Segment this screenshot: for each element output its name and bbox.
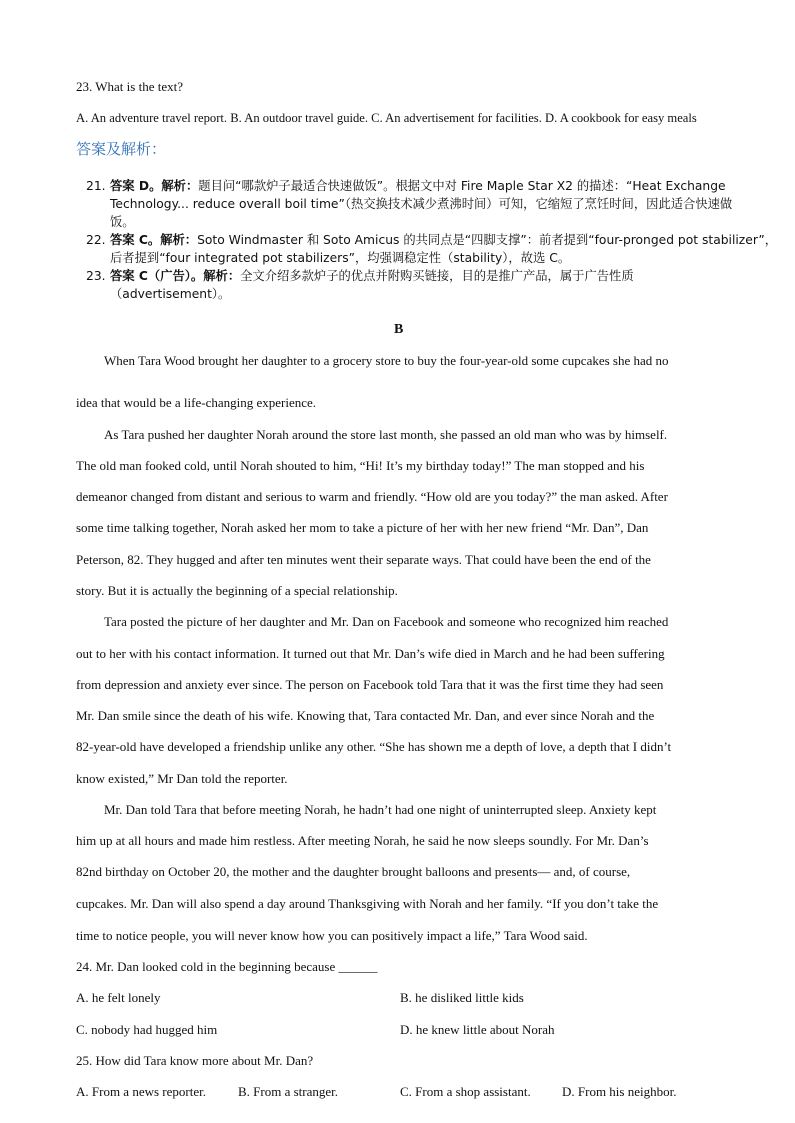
q24-option-c: C. nobody had hugged him <box>76 1022 218 1037</box>
passage-line: time to notice people, you will never know how you can positively impact a life,” Tara Wood said. <box>76 928 588 943</box>
q24-option-b: B. he disliked little kids <box>400 990 524 1005</box>
answer-22 <box>86 231 777 249</box>
answer-22-line2: 后者提到“four integrated pot stabilizers”，均强调稳定性（stability），故选 C。 <box>110 251 571 265</box>
q23-options: A. An adventure travel report. B. An outdoor travel guide. C. An advertisement for facilities. D. A cookbook for easy meals <box>76 111 697 125</box>
answer-21 <box>86 177 726 195</box>
passage-line: Tara posted the picture of her daughter and Mr. Dan on Facebook and someone who recognized him reached <box>104 614 669 629</box>
passage-line: from depression and anxiety ever since. The person on Facebook told Tara that it was the first time they had seen <box>76 677 664 692</box>
q24-question: 24. Mr. Dan looked cold in the beginning because ______ <box>76 959 378 974</box>
q25-option-c: C. From a shop assistant. <box>400 1084 531 1099</box>
answers-heading: 答案及解析： <box>76 140 167 158</box>
passage-line: 82nd birthday on October 20, the mother and the daughter brought balloons and presents— and, of course, <box>76 864 631 879</box>
q25-option-a: A. From a news reporter. <box>76 1084 206 1099</box>
passage-line: 82-year-old have developed a friendship unlike any other. “She has shown me a depth of love, a depth that I didn’t <box>76 739 672 754</box>
passage-line: him up at all hours and made him restless. After meeting Norah, he said he now sleeps soundly. For Mr. Dan’s <box>76 833 649 848</box>
section-label: B <box>394 322 404 337</box>
answer-key: 答案 D。解析： <box>110 179 199 193</box>
q24-option-a: A. he felt lonely <box>76 990 161 1005</box>
answer-number: 23. <box>86 269 106 283</box>
passage-line: know existed,” Mr Dan told the reporter. <box>76 771 288 786</box>
answer-key: 答案 C。解析： <box>110 233 198 247</box>
answer-23 <box>86 267 634 285</box>
q25-option-b: B. From a stranger. <box>238 1084 339 1099</box>
answer-key: 答案 C（广告）。解析： <box>110 269 241 283</box>
q24-option-d: D. he knew little about Norah <box>400 1022 555 1037</box>
passage-line: The old man fooked cold, until Norah shouted to him, “Hi! It’s my birthday today!” The man stopped and his <box>76 458 645 473</box>
passage-line: idea that would be a life-changing experience. <box>76 395 317 410</box>
passage-line: Mr. Dan told Tara that before meeting Norah, he hadn’t had one night of uninterrupted sleep. Anxiety kept <box>104 802 657 817</box>
answer-21-line3: 饭。 <box>110 215 135 229</box>
passage-line: Peterson, 82. They hugged and after ten minutes went their separate ways. That could have been the end of the <box>76 552 651 567</box>
passage-line: cupcakes. Mr. Dan will also spend a day around Thanksgiving with Norah and her family. “If you don’t take the <box>76 896 659 911</box>
passage-line: As Tara pushed her daughter Norah around the store last month, she passed an old man who was by himself. <box>104 427 668 442</box>
answer-number: 22. <box>86 233 106 247</box>
q23-question: 23. What is the text? <box>76 79 183 94</box>
passage-line: Mr. Dan smile since the death of his wife. Knowing that, Tara contacted Mr. Dan, and ever since Norah and the <box>76 708 655 723</box>
q25-question: 25. How did Tara know more about Mr. Dan? <box>76 1053 314 1068</box>
q25-option-d: D. From his neighbor. <box>562 1084 677 1099</box>
passage-line: some time talking together, Norah asked her mom to take a picture of her with her new friend “Mr. Dan”, Dan <box>76 520 649 535</box>
passage-line: demeanor changed from distant and serious to warm and friendly. “How old are you today?” the man asked. After <box>76 489 668 504</box>
passage-line: story. But it is actually the beginning of a special relationship. <box>76 583 398 598</box>
answer-text: 全文介绍多款炉子的优点并附购买链接，目的是推广产品，属于广告性质 <box>240 269 634 283</box>
answer-21-line2: Technology... reduce overall boil time”（热交换技术减少煮沸时间）可知，它缩短了烹饪时间，因此适合快速做 <box>110 197 733 211</box>
passage-line: out to her with his contact information. It turned out that Mr. Dan’s wife died in March and he had been suffering <box>76 646 665 661</box>
answer-number: 21. <box>86 179 106 193</box>
answer-text: 题目问“哪款炉子最适合快速做饭”。根据文中对 Fire Maple Star X2 的描述：“Heat Exchange <box>198 179 726 193</box>
answer-text: Soto Windmaster 和 Soto Amicus 的共同点是“四脚支撑”：前者提到“four-pronged pot stabilizer”， <box>197 233 778 247</box>
answer-23-line2: （advertisement）。 <box>110 287 231 301</box>
passage-line: When Tara Wood brought her daughter to a grocery store to buy the four-year-old some cupcakes she had no <box>104 353 669 368</box>
